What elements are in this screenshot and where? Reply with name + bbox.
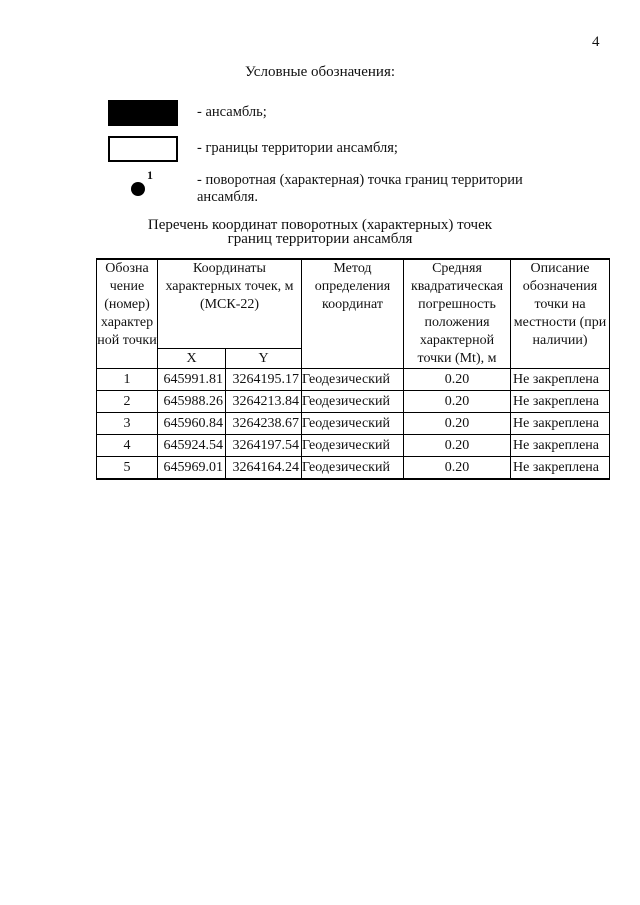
- cell-method: Геодезический: [302, 391, 404, 413]
- cell-description: Не закреплена: [511, 369, 610, 391]
- cell-error: 0.20: [404, 435, 511, 457]
- cell-x: 645960.84: [158, 413, 226, 435]
- legend-item-boundary: [0, 136, 640, 166]
- header-method: Метод определения координат: [302, 259, 404, 369]
- cell-description: Не закреплена: [511, 391, 610, 413]
- cell-x: 645991.81: [158, 369, 226, 391]
- legend-text-boundary: - границы территории ансамбля;: [197, 140, 398, 156]
- cell-x: 645969.01: [158, 457, 226, 480]
- cell-id: 1: [97, 369, 158, 391]
- header-x: X: [158, 349, 226, 369]
- coordinates-list-title: [0, 218, 640, 246]
- cell-method: Геодезический: [302, 435, 404, 457]
- cell-method: Геодезический: [302, 413, 404, 435]
- table-row: [97, 413, 610, 435]
- table-row: [97, 435, 610, 457]
- cell-error: 0.20: [404, 413, 511, 435]
- cell-description: Не закреплена: [511, 413, 610, 435]
- cell-id: 3: [97, 413, 158, 435]
- page-number: 4: [592, 34, 600, 50]
- cell-id: 5: [97, 457, 158, 480]
- cell-id: 2: [97, 391, 158, 413]
- point-dot-label: 1: [147, 168, 153, 182]
- header-designation: Обозна чение (номер) характер ной точки: [97, 259, 158, 369]
- legend-text-point: - поворотная (характерная) точка границ территории ансамбля.: [197, 172, 523, 205]
- header-error: Средняя квадратическая погрешность положения характерной точки (Mt), м: [404, 259, 511, 369]
- table-header-row: [97, 259, 610, 349]
- table-row: [97, 391, 610, 413]
- cell-y: 3264197.54: [226, 435, 302, 457]
- legend-item-point: [0, 168, 640, 208]
- table-row: [97, 457, 610, 480]
- point-dot-icon: [131, 182, 145, 196]
- coordinates-table: [96, 258, 610, 480]
- cell-y: 3264213.84: [226, 391, 302, 413]
- header-coordinates: Координаты характерных точек, м (МСК-22): [158, 259, 302, 349]
- cell-x: 645924.54: [158, 435, 226, 457]
- header-y: Y: [226, 349, 302, 369]
- cell-description: Не закреплена: [511, 435, 610, 457]
- cell-method: Геодезический: [302, 369, 404, 391]
- coordinates-list-title-line1: Перечень координат поворотных (характерных) точек: [147, 217, 493, 233]
- cell-description: Не закреплена: [511, 457, 610, 480]
- cell-error: 0.20: [404, 391, 511, 413]
- cell-error: 0.20: [404, 369, 511, 391]
- legend-item-ensemble: [0, 100, 640, 130]
- legend-title: Условные обозначения:: [244, 64, 396, 80]
- legend-text-ensemble: - ансамбль;: [197, 104, 267, 120]
- cell-y: 3264195.17: [226, 369, 302, 391]
- table-row: [97, 369, 610, 391]
- coordinates-list-title-line2: границ территории ансамбля: [227, 231, 413, 247]
- cell-x: 645988.26: [158, 391, 226, 413]
- header-description: Описание обозначения точки на местности (при наличии): [511, 259, 610, 369]
- ensemble-fill-swatch: [108, 100, 178, 126]
- cell-id: 4: [97, 435, 158, 457]
- boundary-outline-swatch: [108, 136, 178, 162]
- cell-method: Геодезический: [302, 457, 404, 480]
- cell-y: 3264164.24: [226, 457, 302, 480]
- cell-y: 3264238.67: [226, 413, 302, 435]
- cell-error: 0.20: [404, 457, 511, 480]
